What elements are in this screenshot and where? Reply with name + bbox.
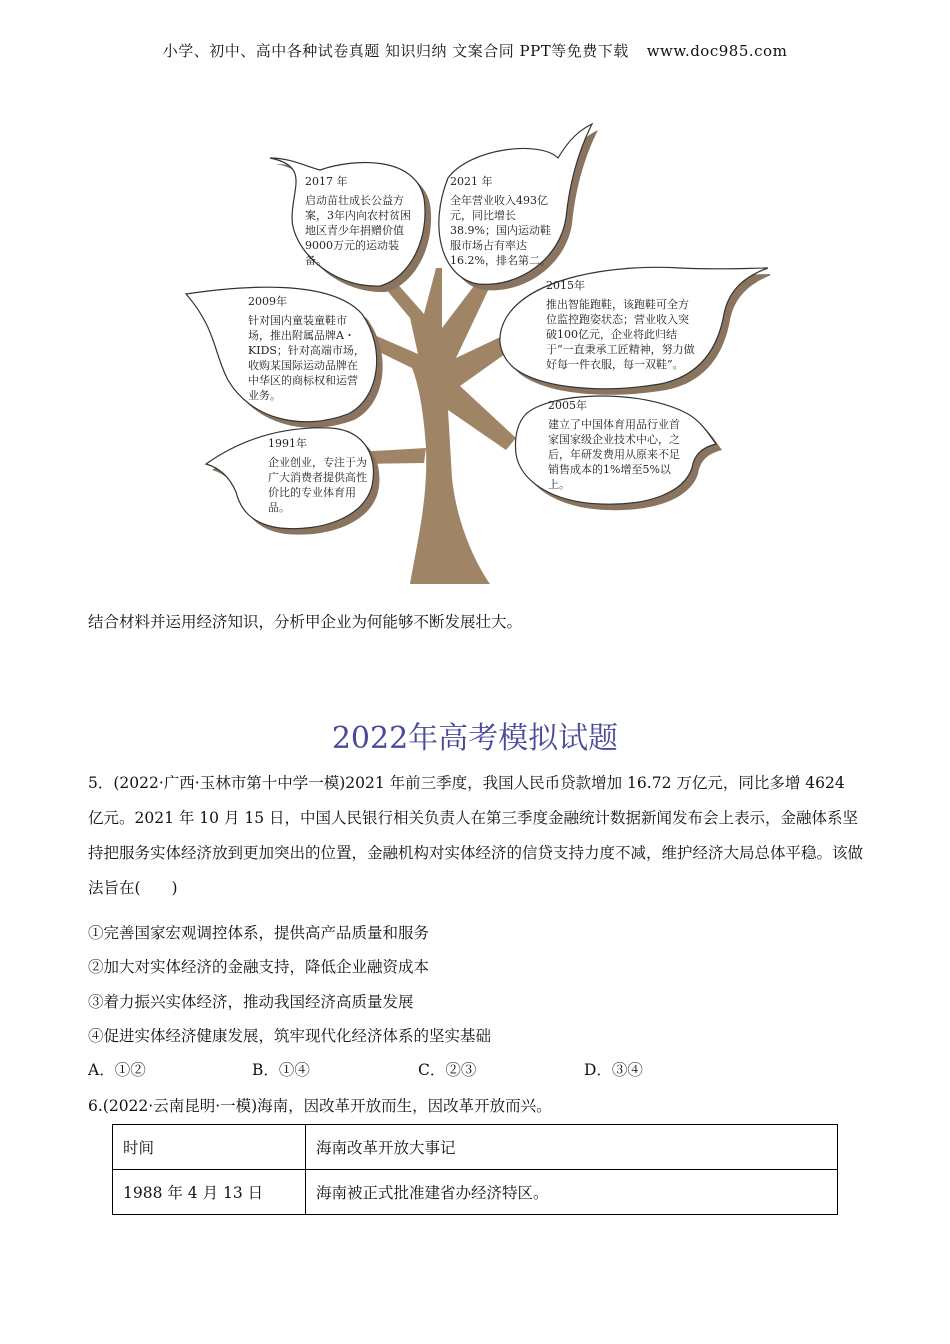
section-title: 2022年高考模拟试题	[331, 721, 619, 756]
table-header-row	[113, 1125, 838, 1170]
header-text: 小学、初中、高中各种试卷真题 知识归纳 文案合同 PPT等免费下载	[162, 42, 629, 60]
leaf-1991-text	[268, 436, 368, 515]
leaf-2015-text	[546, 278, 698, 372]
leaf-2017-text	[305, 174, 417, 268]
table-row	[113, 1170, 838, 1215]
leaf-body: 企业创业，专注于为广大消费者提供高性价比的专业体育用品。	[268, 456, 367, 514]
question5-option: ②加大对实体经济的金融支持，降低企业融资成本	[88, 958, 430, 976]
leaf-year: 2017 年	[305, 175, 348, 188]
choice-d[interactable]: D．③④	[584, 1061, 643, 1079]
choice-c[interactable]: C．②③	[418, 1061, 477, 1079]
leaf-year: 2015年	[546, 279, 585, 292]
leaf-body: 启动苗壮成长公益方案，3年内向农村贫困地区青少年捐赠价值9000万元的运动装备。	[305, 194, 411, 267]
leaf-body: 推出智能跑鞋，该跑鞋可全方位监控跑姿状态；营业收入突破100亿元，企业将此归结于“一直秉承工匠精神，努力做好每一件衣服，每一双鞋”。	[546, 298, 695, 371]
question5-option: ④促进实体经济健康发展，筑牢现代化经济体系的坚实基础	[88, 1027, 492, 1045]
leaf-2021-text	[450, 174, 560, 268]
enterprise-tree-figure	[180, 118, 770, 584]
leaf-2009-text	[248, 294, 368, 403]
leaf-body: 针对国内童装童鞋市场，推出附属品牌A・KIDS；针对高端市场，收购某国际运动品牌在中华区的商标权和运营业务。	[248, 314, 365, 402]
leaf-year: 2009年	[248, 295, 287, 308]
leaf-year: 2021 年	[450, 175, 493, 188]
question4-prompt: 结合材料并运用经济知识，分析甲企业为何能够不断发展壮大。	[88, 613, 523, 631]
table-cell: 1988 年 4 月 13 日	[113, 1170, 306, 1215]
table-cell: 海南被正式批准建省办经济特区。	[306, 1170, 838, 1215]
table-header-cell: 时间	[113, 1125, 306, 1170]
question6-stem: 6.(2022·云南昆明·一模)海南，因改革开放而生，因改革开放而兴。	[88, 1097, 552, 1115]
leaf-year: 1991年	[268, 437, 307, 450]
question5-option: ①完善国家宏观调控体系，提供高产品质量和服务	[88, 924, 430, 942]
question5-stem: 5．(2022·广西·玉林市第十中学一模)2021 年前三季度，我国人民币贷款增加 16.72 万亿元，同比多增 4624 亿元。2021 年 10 月 15 日，中国人民银行相关负责人在第三季度金融统计数据新闻发布会上表示，金融体系坚持把服务实体经济放到更加突出的位置，金融机构对实体经济的信贷支持力度不减，维护经济大局总体平稳。该做法旨在( )	[88, 774, 864, 897]
page-header	[0, 40, 950, 61]
table-header-cell: 海南改革开放大事记	[306, 1125, 838, 1170]
choice-a[interactable]: A．①②	[88, 1061, 146, 1079]
question5-option: ③着力振兴实体经济，推动我国经济高质量发展	[88, 993, 414, 1011]
leaf-year: 2005年	[548, 399, 587, 412]
hainan-events-table	[112, 1124, 838, 1215]
leaf-2005-text	[548, 398, 680, 492]
leaf-body: 建立了中国体育用品行业首家国家级企业技术中心，之后，年研发费用从原来不足销售成本的1%增至5%以上。	[548, 418, 680, 491]
leaf-body: 全年营业收入493亿元，同比增长38.9%；国内运动鞋服市场占有率达16.2%，排名第二。	[450, 194, 551, 267]
choice-b[interactable]: B．①④	[252, 1061, 310, 1079]
header-site: www.doc985.com	[646, 42, 788, 60]
